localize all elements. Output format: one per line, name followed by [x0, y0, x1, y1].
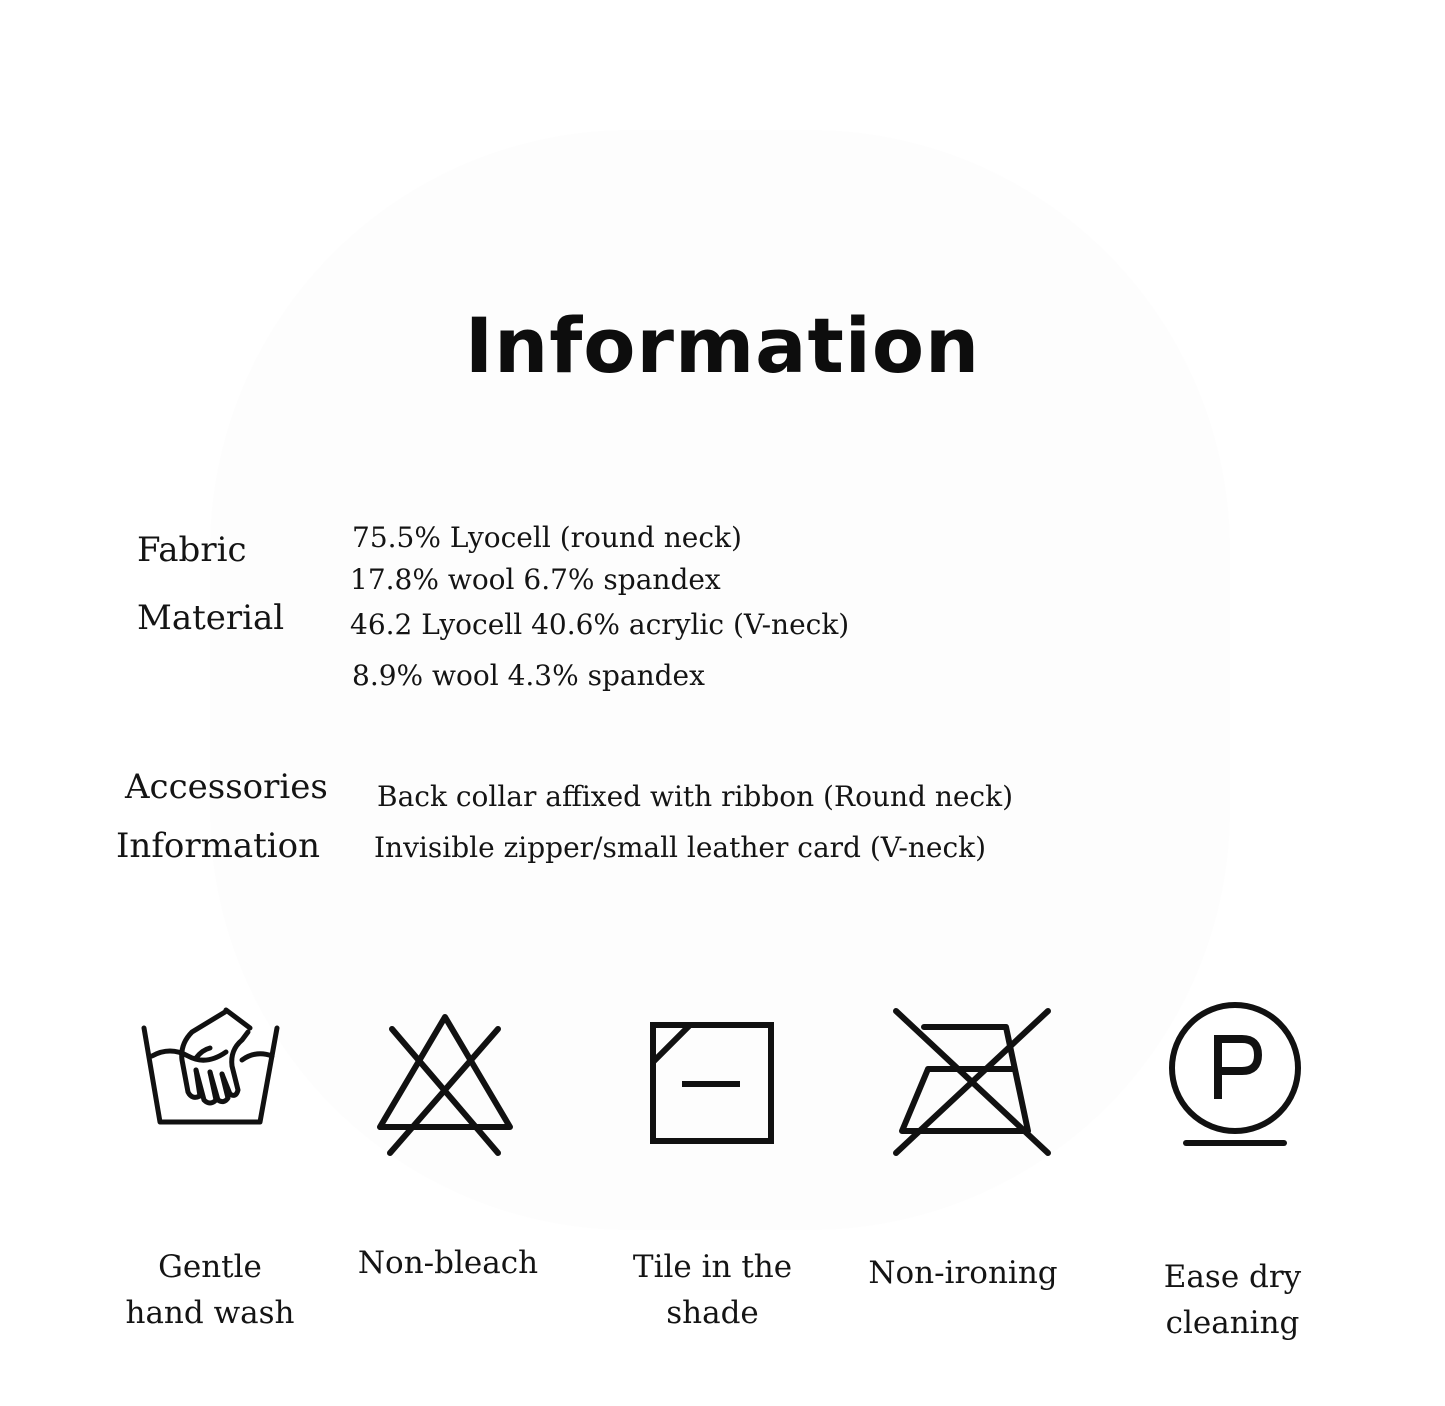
dry-clean-p-icon: [1162, 997, 1312, 1157]
hand-wash-icon: [130, 1000, 290, 1135]
care-label-line: Non-bleach: [357, 1245, 539, 1281]
accessories-info-label: Information: [116, 826, 321, 866]
dry-flat-shade-icon: [648, 1020, 776, 1148]
care-label-line: hand wash: [125, 1295, 295, 1331]
page-title: Information: [464, 301, 981, 390]
care-label-line: Ease dry: [1163, 1259, 1302, 1295]
no-bleach-icon: [372, 1005, 522, 1160]
care-label-line: Non-ironing: [868, 1255, 1058, 1291]
fabric-line-1: 75.5% Lyocell (round neck): [352, 521, 742, 554]
fabric-line-3: 46.2 Lyocell 40.6% acrylic (V-neck): [350, 608, 850, 641]
care-label-line: cleaning: [1165, 1305, 1300, 1341]
accessories-label: Accessories: [125, 767, 328, 807]
care-label-no-iron: [853, 1250, 1073, 1296]
fabric-label: Fabric: [137, 530, 247, 570]
care-label-line: Gentle: [158, 1249, 262, 1285]
no-iron-icon: [888, 1003, 1058, 1163]
fabric-line-2: 17.8% wool 6.7% spandex: [350, 563, 721, 596]
care-label-hand-wash: [110, 1244, 310, 1336]
care-label-no-bleach: [348, 1240, 548, 1286]
accessories-line-1: Back collar affixed with ribbon (Round neck): [377, 780, 1013, 813]
material-label: Material: [137, 598, 285, 638]
care-label-line: Tile in the: [632, 1249, 793, 1285]
care-label-dry-shade: [610, 1244, 815, 1336]
care-label-dry-clean: [1130, 1254, 1335, 1346]
fabric-line-4: 8.9% wool 4.3% spandex: [352, 659, 705, 692]
care-label-line: shade: [666, 1295, 759, 1331]
accessories-line-2: Invisible zipper/small leather card (V-neck): [374, 831, 987, 864]
